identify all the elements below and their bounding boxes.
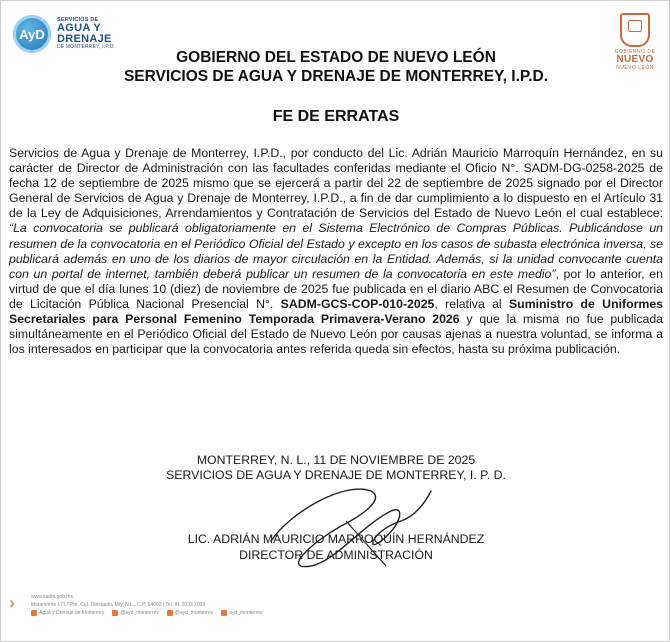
tender-code: SADM-GCS-COP-010-2025: [280, 296, 435, 311]
youtube-icon: [221, 610, 227, 616]
sadm-logo-line4: DE MONTERREY, I.P.D.: [57, 44, 116, 51]
place-date: MONTERREY, N. L., 11 DE NOVIEMBRE DE 2025: [196, 453, 476, 467]
facebook-icon: [31, 610, 37, 616]
nl-logo-line2: NUEVO: [616, 54, 654, 65]
footer: [11, 593, 263, 617]
x-icon: [112, 610, 118, 616]
footer-address: Matamoros 1717 Pte. Col. Obispado, Mty, N.L., C.P. 64060 | Tel. 81 2033 2033: [31, 602, 206, 608]
notice-title: FE DE ERRATAS: [272, 108, 400, 125]
sadm-logo-line1: SERVICIOS DE: [57, 16, 99, 23]
sadm-logo-line2: AGUA Y: [57, 22, 101, 35]
sadm-logo-text: [57, 18, 115, 51]
instagram-icon: [167, 610, 173, 616]
notice-body: [9, 146, 663, 357]
nl-logo-line1: GOBIERNO DE: [614, 49, 656, 55]
sadm-logo: [13, 15, 115, 53]
footer-website[interactable]: www.sadm.gob.mx: [31, 594, 73, 600]
footer-facebook[interactable]: [31, 609, 104, 617]
handwritten-signature: [251, 471, 441, 581]
signer-name: LIC. ADRIÁN MAURICIO MARROQUÍN HERNÁNDEZ: [187, 532, 485, 546]
footer-x[interactable]: [112, 609, 158, 617]
chevron-right-icon: ›: [9, 593, 15, 613]
tender-subject: Suministro de Uniformes Secretariales para Personal Femenino Temporada Primavera-Verano 2026: [9, 296, 663, 327]
body-paragraph-relative: , relativa al: [434, 296, 509, 311]
government-title: GOBIERNO DEL ESTADO DE NUEVO LEÓN: [176, 49, 496, 66]
body-paragraph-context: , por lo anterior, en virtud de que el día lunes 10 (diez) de noviembre de 2025 fue publicada en el diario ABC el Resumen de Convocatoria de Licitación Pública Nacional Presencial N°.: [9, 266, 663, 311]
footer-social: [31, 609, 263, 617]
coat-of-arms-icon: [620, 13, 650, 47]
youtube-handle: ayd_monterrey: [229, 610, 263, 616]
sadm-logo-line3: DRENAJE: [57, 33, 112, 46]
nl-logo-line3: NUEVO LEÓN: [616, 65, 654, 71]
sadm-logo-badge: AyD: [13, 15, 51, 53]
signer-title: DIRECTOR DE ADMINISTRACIÓN: [239, 548, 433, 562]
body-legal-quote: “La convocatoria se publicará obligatoriamente en el Sistema Electrónico de Compras Públicas. Publicándose un resumen de la convocatoria en el Periódico Oficial del Estado y excepto en los casos de subasta electrónica inversa, se publicará además en uno de los diarios de mayor circulación en la Entidad. Además, si la unidad convocante cuenta con un portal de internet, también deberá publicar un resumen de la convocatoria en este medio”: [9, 221, 663, 281]
body-paragraph-conclusion: y que la misma no fue publicada simultáneamente en el Periódico Oficial del Estado de Nuevo León por causas ajenas a nuestra voluntad, se informa a los interesados en participar que la convocatoria antes referida queda sin efectos, hasta su próxima publicación.: [9, 312, 663, 357]
footer-instagram[interactable]: [167, 609, 213, 617]
body-paragraph-intro: Servicios de Agua y Drenaje de Monterrey, I.P.D., por conducto del Lic. Adrián Mauricio Marroquín Hernández, en su carácter de Director de Administración con las facultades conferidas mediante el Oficio N°. SADM-DG-0258-2025 de fecha 12 de septiembre de 2025 mismo que se ejercerá a partir del 22 de septiembre de 2025 signado por el Director General de Servicios de Agua y Drenaje de Monterrey, I.P.D., a fin de dar cumplimiento a lo dispuesto en el Artículo 31 de la Ley de Adquisiciones, Arrendamientos y Contratación de Servicios del Estado de Nuevo León el cual establece:: [9, 146, 663, 221]
agency-title: SERVICIOS DE AGUA Y DRENAJE DE MONTERREY, I.P.D.: [123, 68, 549, 85]
x-handle: @ayd_monterrey: [120, 610, 159, 616]
closing-agency: SERVICIOS DE AGUA Y DRENAJE DE MONTERREY, I. P. D.: [166, 468, 506, 482]
facebook-handle: Agua y Drenaje de Monterrey: [39, 610, 105, 616]
footer-youtube[interactable]: [221, 609, 262, 617]
instagram-handle: @ayd_monterrey: [174, 610, 214, 616]
footer-lines: [31, 593, 263, 617]
